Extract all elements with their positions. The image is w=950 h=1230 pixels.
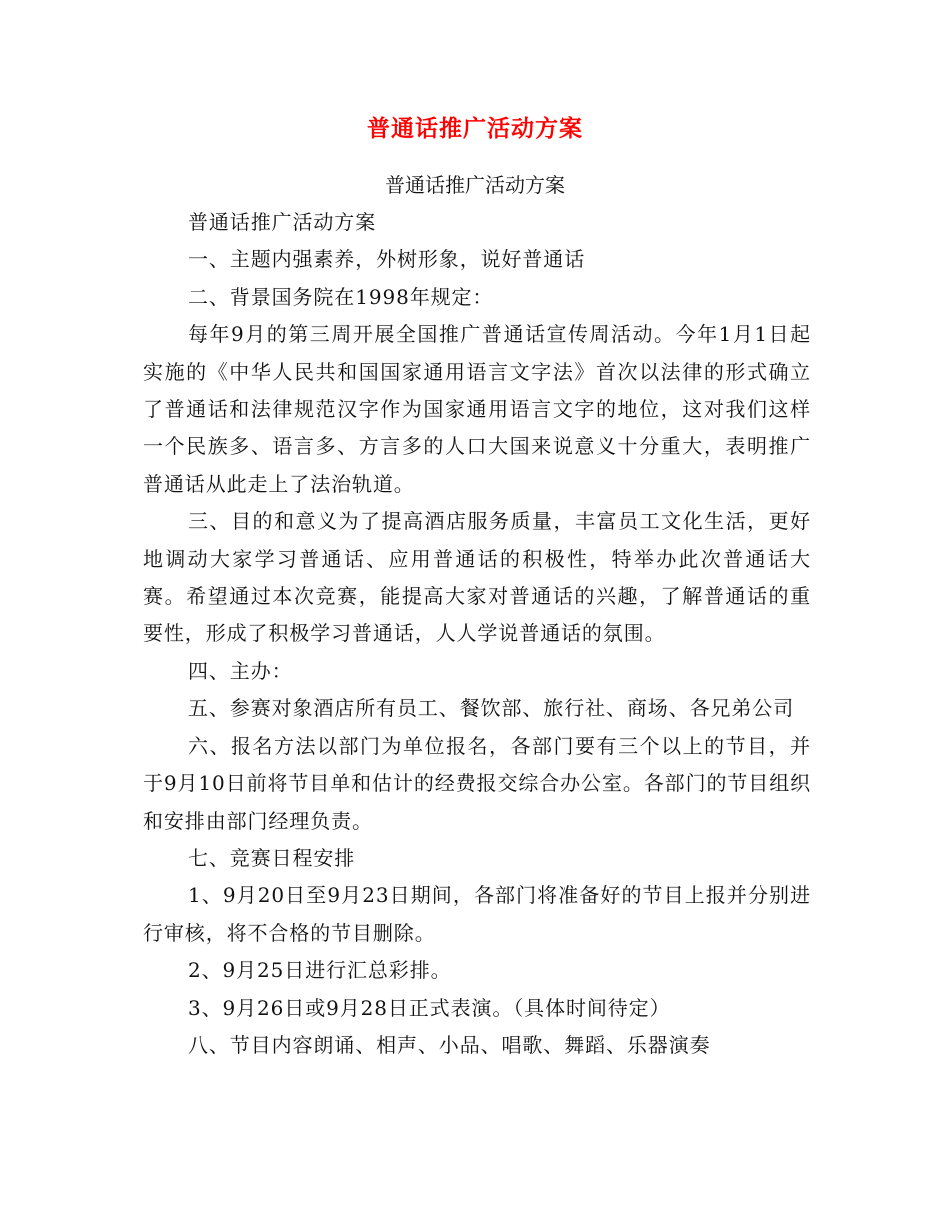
document-subtitle: 普通话推广活动方案 bbox=[385, 173, 565, 197]
paragraph-program-content: 八、节目内容朗诵、相声、小品、唱歌、舞蹈、乐器演奏 bbox=[188, 1032, 711, 1057]
paragraph-participants: 五、参赛对象酒店所有员工、餐饮部、旅行社、商场、各兄弟公司 bbox=[188, 696, 795, 721]
paragraph-schedule-3: 3、9月26日或9月28日正式表演。（具体时间待定） bbox=[188, 995, 671, 1020]
paragraph-heading: 普通话推广活动方案 bbox=[188, 210, 377, 234]
paragraph-schedule: 七、竞赛日程安排 bbox=[188, 845, 356, 870]
paragraph-theme: 一、主题内强素养，外树形象，说好普通话 bbox=[188, 247, 586, 272]
paragraph-schedule-1: 1、9月20日至9月23日期间，各部门将准备好的节目上报并分别进行审核，将不合格的节目删除。 bbox=[143, 883, 811, 945]
document-body bbox=[143, 204, 811, 1064]
paragraph-background-detail: 每年9月的第三周开展全国推广普通话宣传周活动。今年1月1日起实施的《中华人民共和国国家通用语言文字法》首次以法律的形式确立了普通话和法律规范汉字作为国家通用语言文字的地位，这对我们这样一个民族多、语言多、方言多的人口大国来说意义十分重大，表明推广普通话从此走上了法治轨道。 bbox=[143, 322, 811, 496]
paragraph-background: 二、背景国务院在1998年规定： bbox=[188, 284, 494, 309]
paragraph-organizer: 四、主办： bbox=[188, 658, 293, 683]
paragraph-registration: 六、报名方法以部门为单位报名，各部门要有三个以上的节目，并于9月10日前将节目单和估计的经费报交综合办公室。各部门的节目组织和安排由部门经理负责。 bbox=[143, 733, 811, 833]
document-title: 普通话推广活动方案 bbox=[367, 115, 583, 142]
paragraph-schedule-2: 2、9月25日进行汇总彩排。 bbox=[188, 958, 452, 983]
paragraph-purpose: 三、目的和意义为了提高酒店服务质量，丰富员工文化生活，更好地调动大家学习普通话、应用普通话的积极性，特举办此次普通话大赛。希望通过本次竞赛，能提高大家对普通话的兴趣，了解普通话的重要性，形成了积极学习普通话，人人学说普通话的氛围。 bbox=[143, 509, 811, 646]
